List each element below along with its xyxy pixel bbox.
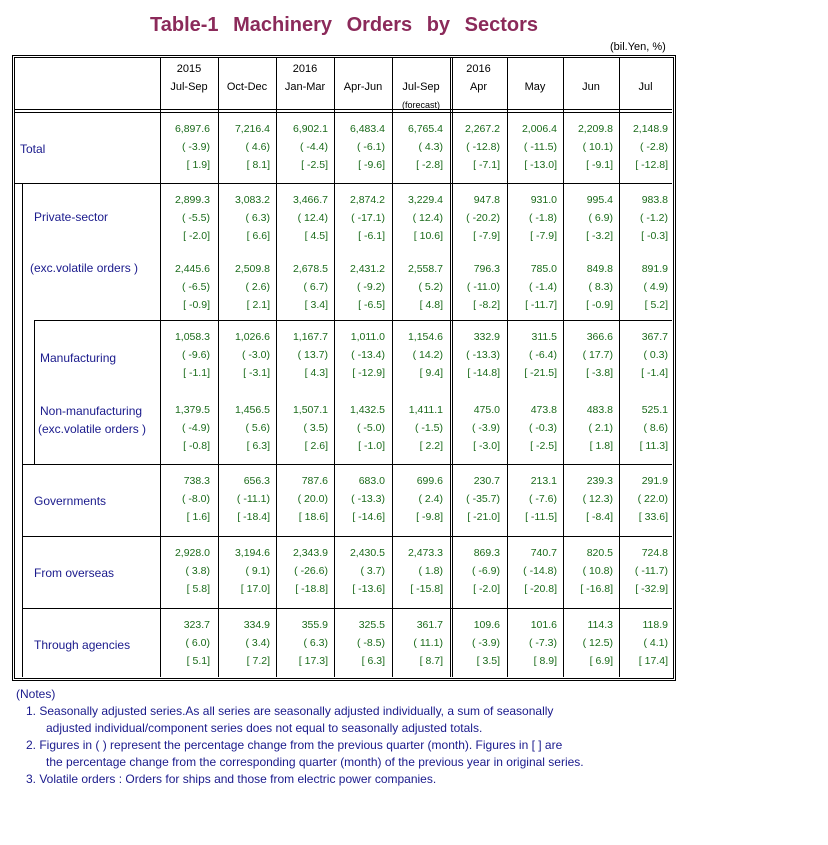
cell-yoy: [ -21.0] (467, 511, 500, 523)
cell-qoq: ( -12.8) (466, 141, 500, 153)
cell-values: 325.5 (358, 619, 385, 631)
cell-yoy: [ -9.1] (586, 159, 613, 171)
cell-yoy: [ -2.5] (301, 159, 328, 171)
cell-qoq: ( -11.0) (466, 281, 500, 293)
cell-values: 213.1 (530, 475, 557, 487)
cell-qoq: ( 3.8) (185, 565, 210, 577)
column-note: (forecast) (401, 100, 440, 110)
cell-values: 2,928.0 (174, 547, 210, 559)
cell-yoy: [ 8.9] (533, 655, 557, 667)
cell-yoy: [ 17.3] (298, 655, 328, 667)
cell-qoq: ( -26.6) (294, 565, 328, 577)
cell-yoy: [ 10.6] (413, 230, 443, 242)
row-label: Governments (34, 494, 107, 508)
cell-values: 366.6 (586, 331, 613, 343)
cell-yoy: [ -2.8] (416, 159, 443, 171)
cell-values: 869.3 (473, 547, 500, 559)
cell-qoq: ( -5.5) (181, 212, 210, 224)
note-3: 3. Volatile orders : Orders for ships and those from electric power companies. (26, 772, 437, 786)
cell-yoy: [ -14.6] (352, 511, 385, 523)
cell-qoq: ( 14.2) (412, 349, 443, 361)
cell-yoy: [ 4.3] (304, 367, 328, 379)
cell-qoq: ( -11.1) (236, 493, 270, 505)
column-period: May (524, 81, 546, 93)
cell-yoy: [ 7.2] (246, 655, 270, 667)
cell-values: 1,411.1 (408, 404, 443, 416)
column-period: Jan-Mar (284, 81, 326, 93)
cell-yoy: [ -0.3] (641, 230, 668, 242)
header-rule-1 (14, 109, 672, 110)
cell-yoy: [ -9.8] (416, 511, 443, 523)
cell-qoq: ( -1.8) (528, 212, 557, 224)
cell-yoy: [ -0.9] (183, 299, 210, 311)
cell-qoq: ( 12.3) (582, 493, 613, 505)
cell-values: 355.9 (301, 619, 328, 631)
cell-values: 323.7 (183, 619, 210, 631)
cell-qoq: ( 2.4) (418, 493, 443, 505)
row-label: Manufacturing (40, 351, 117, 365)
cell-yoy: [ -14.8] (467, 367, 500, 379)
column-header-7 (563, 60, 619, 96)
cell-yoy: [ 1.9] (186, 159, 210, 171)
cell-values: 332.9 (473, 331, 500, 343)
cell-qoq: ( 0.3) (643, 349, 668, 361)
cell-qoq: ( 12.4) (297, 212, 328, 224)
cell-values: 1,432.5 (349, 404, 385, 416)
cell-values: 3,466.7 (292, 194, 328, 206)
cell-values: 1,456.5 (234, 404, 270, 416)
cell-yoy: [ -3.0] (473, 440, 500, 452)
row-label: Private-sector (34, 210, 109, 224)
cell-yoy: [ -7.1] (473, 159, 500, 171)
cell-yoy: [ 1.8] (589, 440, 613, 452)
cell-qoq: ( -6.9) (471, 565, 500, 577)
cell-qoq: ( 1.8) (418, 565, 443, 577)
row-sep-overseas (22, 608, 672, 609)
cell-yoy: [ -6.5] (358, 299, 385, 311)
cell-yoy: [ 2.2] (419, 440, 443, 452)
cell-qoq: ( -9.2) (356, 281, 385, 293)
cell-yoy: [ 3.4] (304, 299, 328, 311)
cell-qoq: ( 10.8) (582, 565, 613, 577)
cell-yoy: [ -6.1] (358, 230, 385, 242)
cell-yoy: [ 2.1] (246, 299, 270, 311)
cell-qoq: ( -3.9) (181, 141, 210, 153)
column-divider-6 (507, 57, 508, 677)
column-divider-2 (276, 57, 277, 677)
column-period: Jul-Sep (402, 81, 440, 93)
column-year (507, 60, 563, 78)
cell-yoy: [ -13.0] (524, 159, 557, 171)
cell-qoq: ( -13.3) (466, 349, 500, 361)
notes-section (16, 686, 584, 788)
cell-values: 361.7 (416, 619, 443, 631)
cell-values: 738.3 (183, 475, 210, 487)
cell-yoy: [ -3.8] (586, 367, 613, 379)
row-sep-gov (22, 536, 672, 537)
column-year (392, 60, 450, 78)
cell-qoq: ( 4.9) (643, 281, 668, 293)
cell-values: 3,229.4 (407, 194, 443, 206)
cell-qoq: ( -13.3) (351, 493, 385, 505)
row-sep-mfg (22, 464, 672, 465)
column-divider-0 (160, 57, 161, 677)
notes-heading: (Notes) (16, 687, 56, 701)
cell-values: 1,379.5 (174, 404, 210, 416)
cell-yoy: [ 5.8] (186, 583, 210, 595)
cell-yoy: [ 17.0] (240, 583, 270, 595)
cell-yoy: [ -7.9] (530, 230, 557, 242)
cell-yoy: [ -32.9] (635, 583, 668, 595)
column-period: Jul (638, 81, 653, 93)
cell-yoy: [ -1.0] (358, 440, 385, 452)
cell-yoy: [ 17.4] (638, 655, 668, 667)
row-sep-total (14, 183, 672, 184)
column-year: 2015 (176, 63, 202, 75)
cell-qoq: ( -7.6) (528, 493, 557, 505)
cell-values: 367.7 (641, 331, 668, 343)
cell-values: 2,874.2 (349, 194, 385, 206)
cell-values: 2,509.8 (234, 263, 270, 275)
cell-qoq: ( 17.7) (582, 349, 613, 361)
column-divider-5 (450, 57, 451, 677)
column-divider-1 (218, 57, 219, 677)
cell-yoy: [ 3.5] (476, 655, 500, 667)
column-divider-4 (392, 57, 393, 677)
cell-values: 2,558.7 (407, 263, 443, 275)
column-period: Apr-Jun (343, 81, 383, 93)
cell-values: 3,083.2 (234, 194, 270, 206)
cell-yoy: [ -8.2] (473, 299, 500, 311)
cell-yoy: [ 6.3] (246, 440, 270, 452)
column-header-0 (160, 60, 218, 96)
cell-values: 483.8 (586, 404, 613, 416)
cell-values: 230.7 (473, 475, 500, 487)
cell-qoq: ( 4.6) (245, 141, 270, 153)
cell-yoy: [ 8.7] (419, 655, 443, 667)
cell-yoy: [ -9.6] (358, 159, 385, 171)
cell-qoq: ( 20.0) (297, 493, 328, 505)
cell-values: 1,026.6 (234, 331, 270, 343)
indent-line-1 (22, 183, 23, 677)
column-header-4 (392, 60, 450, 114)
cell-qoq: ( -8.0) (181, 493, 210, 505)
cell-yoy: [ 4.8] (419, 299, 443, 311)
cell-values: 931.0 (530, 194, 557, 206)
row-sep-private (34, 320, 672, 321)
cell-values: 239.3 (586, 475, 613, 487)
cell-qoq: ( -6.4) (528, 349, 557, 361)
cell-values: 2,430.5 (349, 547, 385, 559)
column-period: Oct-Dec (226, 81, 268, 93)
cell-values: 2,006.4 (521, 123, 557, 135)
cell-values: 311.5 (531, 331, 557, 343)
cell-qoq: ( -3.9) (471, 637, 500, 649)
column-year (218, 60, 276, 78)
column-year (334, 60, 392, 78)
cell-qoq: ( -20.2) (466, 212, 500, 224)
cell-yoy: [ -16.8] (580, 583, 613, 595)
cell-values: 1,011.0 (350, 331, 385, 343)
cell-yoy: [ 2.6] (304, 440, 328, 452)
row-label: Total (20, 142, 46, 156)
cell-yoy: [ -0.9] (586, 299, 613, 311)
cell-qoq: ( 6.9) (588, 212, 613, 224)
cell-qoq: ( -7.3) (528, 637, 557, 649)
cell-qoq: ( 22.0) (637, 493, 668, 505)
cell-values: 796.3 (473, 263, 500, 275)
column-period: Jun (582, 81, 600, 93)
cell-values: 2,431.2 (349, 263, 385, 275)
cell-values: 891.9 (641, 263, 668, 275)
cell-qoq: ( 6.3) (303, 637, 328, 649)
cell-qoq: ( -3.9) (471, 422, 500, 434)
cell-yoy: [ -20.8] (524, 583, 557, 595)
cell-qoq: ( 11.1) (413, 637, 443, 649)
cell-values: 1,507.1 (292, 404, 328, 416)
column-divider-7 (563, 57, 564, 677)
column-year (563, 60, 619, 78)
cell-yoy: [ -12.9] (352, 367, 385, 379)
column-year (619, 60, 672, 78)
cell-yoy: [ -15.8] (410, 583, 443, 595)
cell-qoq: ( -1.2) (639, 212, 668, 224)
cell-qoq: ( 12.4) (412, 212, 443, 224)
cell-values: 525.1 (641, 404, 668, 416)
cell-yoy: [ -3.1] (243, 367, 270, 379)
cell-values: 2,343.9 (292, 547, 328, 559)
cell-values: 2,445.6 (174, 263, 210, 275)
cell-values: 6,765.4 (407, 123, 443, 135)
cell-values: 109.6 (473, 619, 500, 631)
cell-qoq: ( -4.9) (181, 422, 210, 434)
row-label: Through agencies (34, 638, 131, 652)
cell-yoy: [ -1.1] (183, 367, 210, 379)
column-year: 2016 (292, 63, 318, 75)
cell-qoq: ( -13.4) (351, 349, 385, 361)
cell-yoy: [ -12.8] (635, 159, 668, 171)
cell-qoq: ( -3.0) (241, 349, 270, 361)
note-2-line-1: 2. Figures in ( ) represent the percentage change from the previous quarter (month). Figures in [ ] are (26, 738, 563, 752)
row-label: (exc.volatile orders ) (30, 261, 139, 275)
column-period: Jul-Sep (170, 81, 208, 93)
cell-qoq: ( 6.0) (185, 637, 210, 649)
cell-yoy: [ -7.9] (473, 230, 500, 242)
column-header-8 (619, 60, 672, 96)
cell-values: 475.0 (473, 404, 500, 416)
cell-qoq: ( 2.1) (588, 422, 613, 434)
cell-qoq: ( -14.8) (523, 565, 557, 577)
cell-values: 656.3 (243, 475, 270, 487)
cell-qoq: ( -2.8) (639, 141, 668, 153)
cell-qoq: ( 12.5) (582, 637, 613, 649)
cell-values: 6,897.6 (174, 123, 210, 135)
cell-yoy: [ 6.9] (589, 655, 613, 667)
cell-values: 995.4 (586, 194, 613, 206)
cell-values: 3,194.6 (234, 547, 270, 559)
cell-yoy: [ 33.6] (638, 511, 668, 523)
column-year: 2016 (466, 63, 491, 75)
cell-qoq: ( -1.4) (528, 281, 557, 293)
cell-yoy: [ -0.8] (183, 440, 210, 452)
cell-values: 1,154.6 (407, 331, 443, 343)
cell-yoy: [ 9.4] (419, 367, 443, 379)
cell-qoq: ( 2.6) (245, 281, 270, 293)
cell-yoy: [ 5.2] (644, 299, 668, 311)
cell-values: 2,148.9 (632, 123, 668, 135)
cell-values: 6,483.4 (349, 123, 385, 135)
cell-values: 787.6 (301, 475, 328, 487)
cell-qoq: ( -1.5) (414, 422, 443, 434)
cell-values: 1,167.7 (292, 331, 328, 343)
cell-yoy: [ -2.5] (530, 440, 557, 452)
cell-values: 849.8 (586, 263, 613, 275)
cell-qoq: ( 4.3) (418, 141, 443, 153)
cell-values: 7,216.4 (234, 123, 270, 135)
cell-values: 785.0 (530, 263, 557, 275)
cell-qoq: ( -0.3) (528, 422, 557, 434)
row-label: From overseas (34, 566, 115, 580)
cell-qoq: ( -11.5) (523, 141, 557, 153)
cell-qoq: ( 3.7) (360, 565, 385, 577)
cell-qoq: ( 6.7) (303, 281, 328, 293)
cell-yoy: [ 8.1] (246, 159, 270, 171)
unit-label: (bil.Yen, %) (610, 41, 666, 53)
column-divider-3 (334, 57, 335, 677)
cell-yoy: [ 5.1] (186, 655, 210, 667)
cell-yoy: [ 4.5] (304, 230, 328, 242)
header-rule-2 (14, 112, 672, 113)
cell-qoq: ( -5.0) (356, 422, 385, 434)
cell-values: 1,058.3 (174, 331, 210, 343)
cell-values: 983.8 (641, 194, 668, 206)
cell-yoy: [ 6.3] (361, 655, 385, 667)
cell-values: 699.6 (416, 475, 443, 487)
column-header-1 (218, 60, 276, 96)
cell-qoq: ( -8.5) (356, 637, 385, 649)
cell-qoq: ( 10.1) (582, 141, 613, 153)
cell-qoq: ( 5.2) (418, 281, 443, 293)
cell-yoy: [ 1.6] (186, 511, 210, 523)
cell-values: 101.6 (530, 619, 557, 631)
table-title: Table-1 Machinery Orders by Sectors (150, 14, 538, 36)
cell-qoq: ( 8.6) (643, 422, 668, 434)
cell-qoq: ( -6.1) (356, 141, 385, 153)
cell-values: 6,902.1 (292, 123, 328, 135)
cell-values: 334.9 (243, 619, 270, 631)
cell-qoq: ( 8.3) (588, 281, 613, 293)
cell-yoy: [ -21.5] (524, 367, 557, 379)
cell-qoq: ( 5.6) (245, 422, 270, 434)
cell-qoq: ( -4.4) (299, 141, 328, 153)
cell-yoy: [ 11.3] (639, 440, 668, 452)
cell-qoq: ( 3.4) (245, 637, 270, 649)
cell-values: 2,678.5 (292, 263, 328, 275)
column-divider-8 (619, 57, 620, 677)
note-1-line-2: adjusted individual/component series does not equal to seasonally adjusted totals. (46, 721, 483, 735)
cell-values: 2,209.8 (577, 123, 613, 135)
note-1-line-1: 1. Seasonally adjusted series.As all series are seasonally adjusted individually, a sum of seasonally (26, 704, 554, 718)
cell-qoq: ( 13.7) (297, 349, 328, 361)
cell-values: 740.7 (530, 547, 557, 559)
cell-qoq: ( 4.1) (643, 637, 668, 649)
row-label: Non-manufacturing (40, 404, 143, 418)
cell-values: 114.3 (587, 619, 613, 631)
cell-values: 118.9 (642, 619, 668, 631)
indent-line-2 (34, 320, 35, 464)
cell-values: 724.8 (641, 547, 668, 559)
cell-qoq: ( 6.3) (245, 212, 270, 224)
cell-yoy: [ -18.4] (237, 511, 270, 523)
cell-yoy: [ -3.2] (586, 230, 613, 242)
cell-yoy: [ 18.6] (298, 511, 328, 523)
row-label-sub: (exc.volatile orders ) (38, 422, 147, 436)
cell-yoy: [ -8.4] (586, 511, 613, 523)
cell-qoq: ( -17.1) (351, 212, 385, 224)
cell-yoy: [ -11.7] (525, 299, 557, 311)
cell-qoq: ( 9.1) (245, 565, 270, 577)
cell-yoy: [ -13.6] (352, 583, 385, 595)
cell-values: 291.9 (641, 475, 668, 487)
cell-qoq: ( 3.5) (303, 422, 328, 434)
cell-yoy: [ -11.5] (525, 511, 557, 523)
cell-values: 947.8 (473, 194, 500, 206)
column-header-5 (450, 60, 507, 96)
cell-values: 2,267.2 (464, 123, 500, 135)
cell-qoq: ( -9.6) (181, 349, 210, 361)
cell-values: 2,473.3 (407, 547, 443, 559)
cell-values: 473.8 (530, 404, 557, 416)
cell-values: 2,899.3 (174, 194, 210, 206)
column-period: Apr (469, 81, 488, 93)
cell-yoy: [ 6.6] (246, 230, 270, 242)
cell-qoq: ( -6.5) (181, 281, 210, 293)
cell-yoy: [ -1.4] (641, 367, 668, 379)
cell-qoq: ( -35.7) (466, 493, 500, 505)
column-header-2 (276, 60, 334, 96)
cell-yoy: [ -18.8] (295, 583, 328, 595)
column-header-6 (507, 60, 563, 96)
column-header-3 (334, 60, 392, 96)
cell-yoy: [ -2.0] (183, 230, 210, 242)
cell-values: 683.0 (358, 475, 385, 487)
cell-yoy: [ -2.0] (473, 583, 500, 595)
cell-values: 820.5 (586, 547, 613, 559)
cell-qoq: ( -11.7) (634, 565, 668, 577)
note-2-line-2: the percentage change from the corresponding quarter (month) of the previous year in original series. (46, 755, 584, 769)
